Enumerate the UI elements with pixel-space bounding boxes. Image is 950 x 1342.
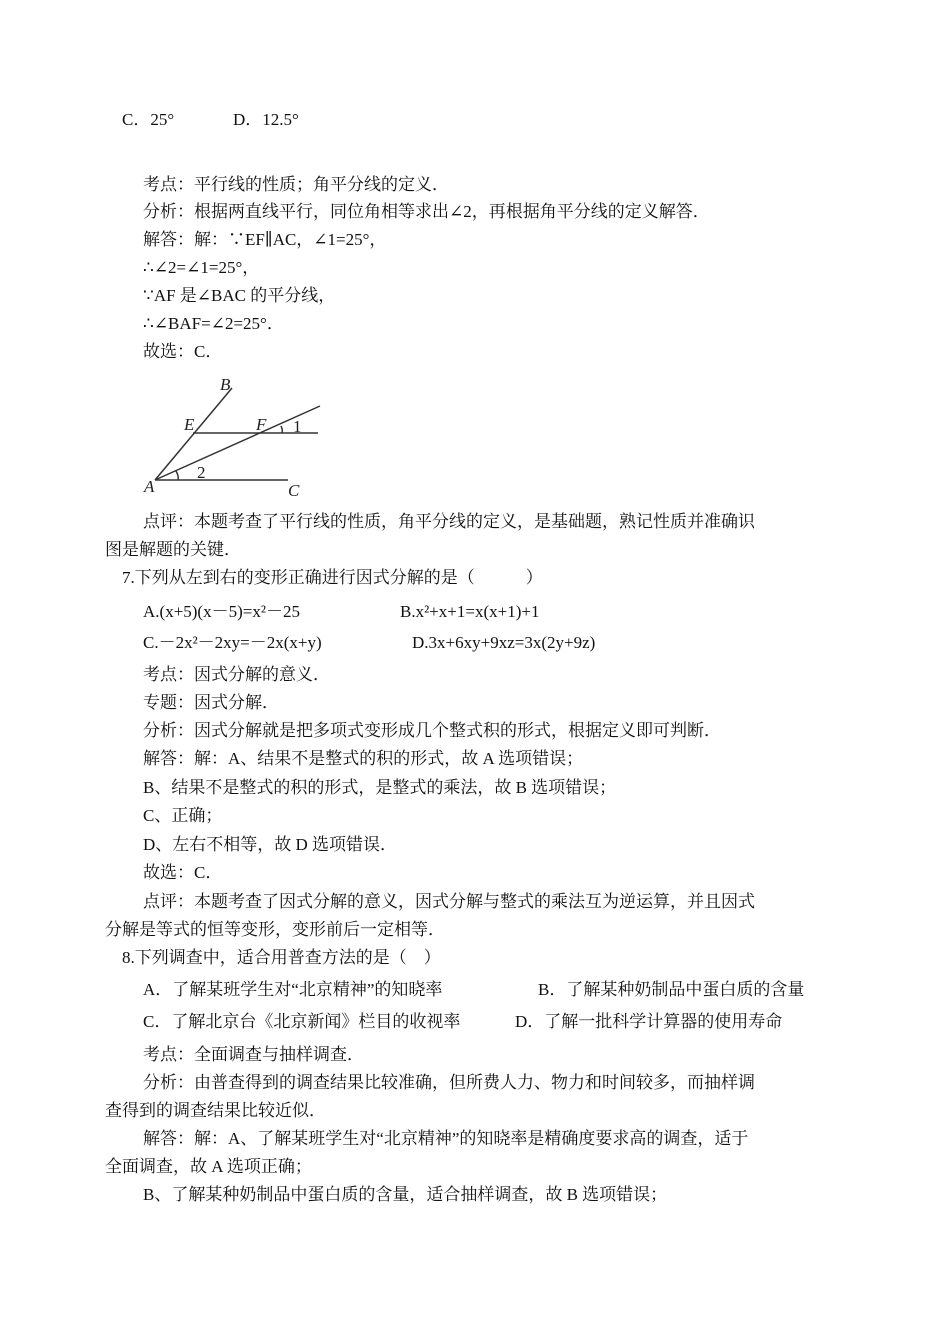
option-c: C．25° <box>122 110 175 129</box>
label-b: B <box>220 375 231 394</box>
q7-option-d: D.3x+6xy+9xz=3x(2y+9z) <box>412 633 596 652</box>
q7-jieda-line: B、结果不是整式的积的形式，是整式的乘法，故 B 选项错误； <box>143 778 617 797</box>
q6-jieda-line: 解答：解：∵EF∥AC，∠1=25°， <box>143 230 387 249</box>
q8-option-a: A．了解某班学生对“北京精神”的知晓率 <box>143 980 443 999</box>
q7-jieda-line: 故选：C． <box>143 863 223 882</box>
q7-question: 7.下列从左到右的变形正确进行因式分解的是（ ） <box>122 568 543 587</box>
angle1-arc <box>281 426 282 433</box>
q6-kaodian: 考点：平行线的性质；角平分线的定义． <box>143 175 449 194</box>
q7-jieda-line: D、左右不相等，故 D 选项错误． <box>143 835 398 854</box>
q7-option-a: A.(x+5)(x－5)=x²－25 <box>143 602 300 621</box>
q7-zhuanti: 专题：因式分解． <box>143 693 279 712</box>
q6-jieda-line: ∴∠BAF=∠2=25°． <box>143 314 284 333</box>
label-angle1: 1 <box>293 417 302 436</box>
q7-kaodian: 考点：因式分解的意义． <box>143 665 330 684</box>
q6-dianping: 点评：本题考查了平行线的性质，角平分线的定义，是基础题，熟记性质并准确识 <box>143 512 755 531</box>
q8-option-d: D．了解一批科学计算器的使用寿命 <box>515 1012 783 1031</box>
geometry-figure <box>130 370 330 500</box>
label-a: A <box>144 477 155 496</box>
label-e: E <box>184 415 195 434</box>
q7-dianping: 分解是等式的恒等变形，变形前后一定相等． <box>105 920 445 939</box>
q7-jieda-line: C、正确； <box>143 806 223 825</box>
q8-option-b: B．了解某种奶制品中蛋白质的含量 <box>538 980 805 999</box>
label-angle2: 2 <box>197 463 206 482</box>
q8-kaodian: 考点：全面调查与抽样调查． <box>143 1045 364 1064</box>
option-d: D．12.5° <box>233 110 299 129</box>
q7-option-b: B.x²+x+1=x(x+1)+1 <box>400 602 540 621</box>
angle2-arc <box>176 471 178 480</box>
q8-fenxi: 查得到的调查结果比较近似． <box>105 1101 326 1120</box>
q8-fenxi: 分析：由普查得到的调查结果比较准确，但所费人力、物力和时间较多，而抽样调 <box>143 1073 755 1092</box>
q8-jieda-line: 解答：解：A、了解某班学生对“北京精神”的知晓率是精确度要求高的调查，适于 <box>143 1129 749 1148</box>
q8-option-c: C．了解北京台《北京新闻》栏目的收视率 <box>143 1012 461 1031</box>
q6-dianping: 图是解题的关键． <box>105 540 241 559</box>
line-ab <box>155 388 232 480</box>
q6-jieda-line: 故选：C． <box>143 342 223 361</box>
q7-fenxi: 分析：因式分解就是把多项式变形成几个整式积的形式，根据定义即可判断． <box>143 721 721 740</box>
q6-jieda-line: ∵AF 是∠BAC 的平分线， <box>143 286 336 305</box>
q6-fenxi: 分析：根据两直线平行，同位角相等求出∠2，再根据角平分线的定义解答． <box>143 202 710 221</box>
q8-question: 8.下列调查中，适合用普查方法的是（ ） <box>122 948 441 967</box>
q7-dianping: 点评：本题考查了因式分解的意义，因式分解与整式的乘法互为逆运算，并且因式 <box>143 892 755 911</box>
q7-option-c: C.－2x²－2xy=－2x(x+y) <box>143 633 322 652</box>
q6-jieda-line: ∴∠2=∠1=25°， <box>143 258 260 277</box>
label-c: C <box>288 481 300 500</box>
label-f: F <box>256 415 267 434</box>
q8-jieda-line: 全面调查，故 A 选项正确； <box>105 1157 312 1176</box>
q7-jieda-line: 解答：解：A、结果不是整式的积的形式，故 A 选项错误； <box>143 749 584 768</box>
q8-jieda-line: B、了解某种奶制品中蛋白质的含量，适合抽样调查，故 B 选项错误； <box>143 1185 668 1204</box>
